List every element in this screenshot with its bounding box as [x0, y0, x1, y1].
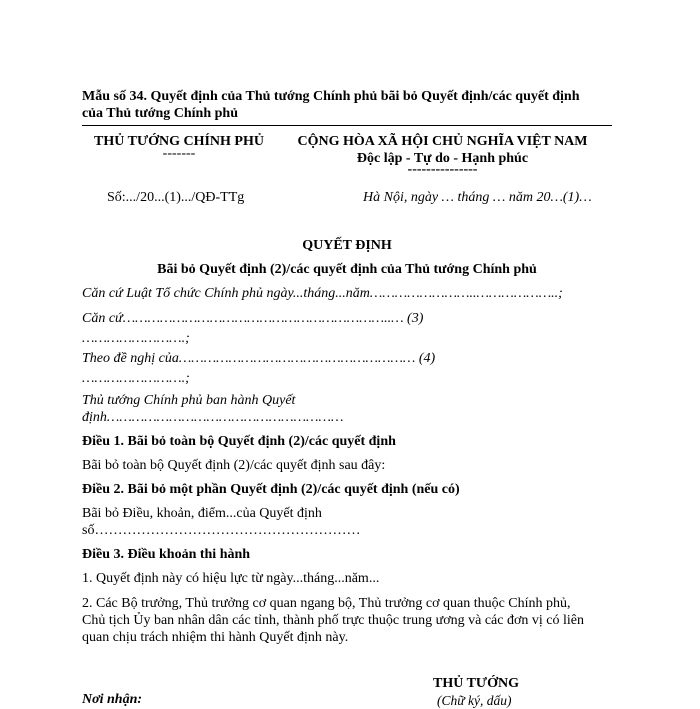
document-title: QUYẾT ĐỊNH [302, 238, 392, 253]
basis-other: Căn cứ………………………………………………………..… (3) [82, 311, 424, 326]
article-1-text: Bãi bỏ toàn bộ Quyết định (2)/các quyết định sau đây: [82, 458, 386, 473]
form-heading-line1: Mẫu số 34. Quyết định của Thủ tướng Chính phủ bãi bỏ Quyết định/các quyết định [82, 89, 580, 104]
national-motto: Độc lập - Tự do - Hạnh phúc [356, 151, 529, 166]
place-date: Hà Nội, ngày … tháng … năm 20…(1)… [363, 190, 592, 205]
document-subtitle: Bãi bỏ Quyết định (2)/các quyết định của Thủ tướng Chính phủ [157, 262, 537, 277]
article-2-text-cont: số………………………………………………… [82, 523, 361, 538]
issuance-line-cont: định………………………………………………… [82, 410, 344, 425]
article-2-text: Bãi bỏ Điều, khoản, điểm...của Quyết định [82, 506, 322, 521]
recipients-label: Nơi nhận: [82, 692, 143, 707]
issuer-name: THỦ TƯỚNG CHÍNH PHỦ [94, 134, 264, 149]
article-3-clause-2-line3: quan chịu trách nhiệm thi hành Quyết định này. [82, 630, 349, 645]
article-3-heading: Điều 3. Điều khoản thi hành [82, 547, 251, 562]
document-number: Số:.../20...(1).../QĐ-TTg [107, 190, 245, 205]
heading-divider [82, 125, 612, 126]
basis-other-cont: …………………….; [82, 331, 190, 346]
article-3-clause-1: 1. Quyết định này có hiệu lực từ ngày...tháng...năm... [82, 571, 380, 586]
article-1-heading: Điều 1. Bãi bỏ toàn bộ Quyết định (2)/các quyết định [82, 434, 396, 449]
article-2-heading: Điều 2. Bãi bỏ một phần Quyết định (2)/các quyết định (nếu có) [82, 482, 460, 497]
signer-title: THỦ TƯỚNG [433, 676, 519, 691]
article-3-clause-2-line1: 2. Các Bộ trưởng, Thủ trưởng cơ quan ngang bộ, Thủ trưởng cơ quan thuộc Chính phủ, [82, 596, 571, 611]
proposal-line: Theo đề nghị của………………………………………………… (4) [82, 351, 436, 366]
national-title: CỘNG HÒA XÃ HỘI CHỦ NGHĨA VIỆT NAM [297, 134, 588, 149]
form-heading-line2: của Thủ tướng Chính phủ [82, 106, 238, 121]
issuance-line: Thủ tướng Chính phủ ban hành Quyết [82, 393, 296, 408]
issuer-underline: ------- [162, 146, 196, 161]
proposal-line-cont: …………………….; [82, 371, 190, 386]
motto-underline: --------------- [407, 162, 478, 177]
signer-note: (Chữ ký, dấu) [437, 693, 512, 708]
article-3-clause-2-line2: Chủ tịch Ủy ban nhân dân các tỉnh, thành phố trực thuộc trung ương và các đơn vị có liên [82, 613, 584, 628]
basis-law: Căn cứ Luật Tổ chức Chính phủ ngày...tháng...năm……………………..………………..; [82, 286, 563, 301]
